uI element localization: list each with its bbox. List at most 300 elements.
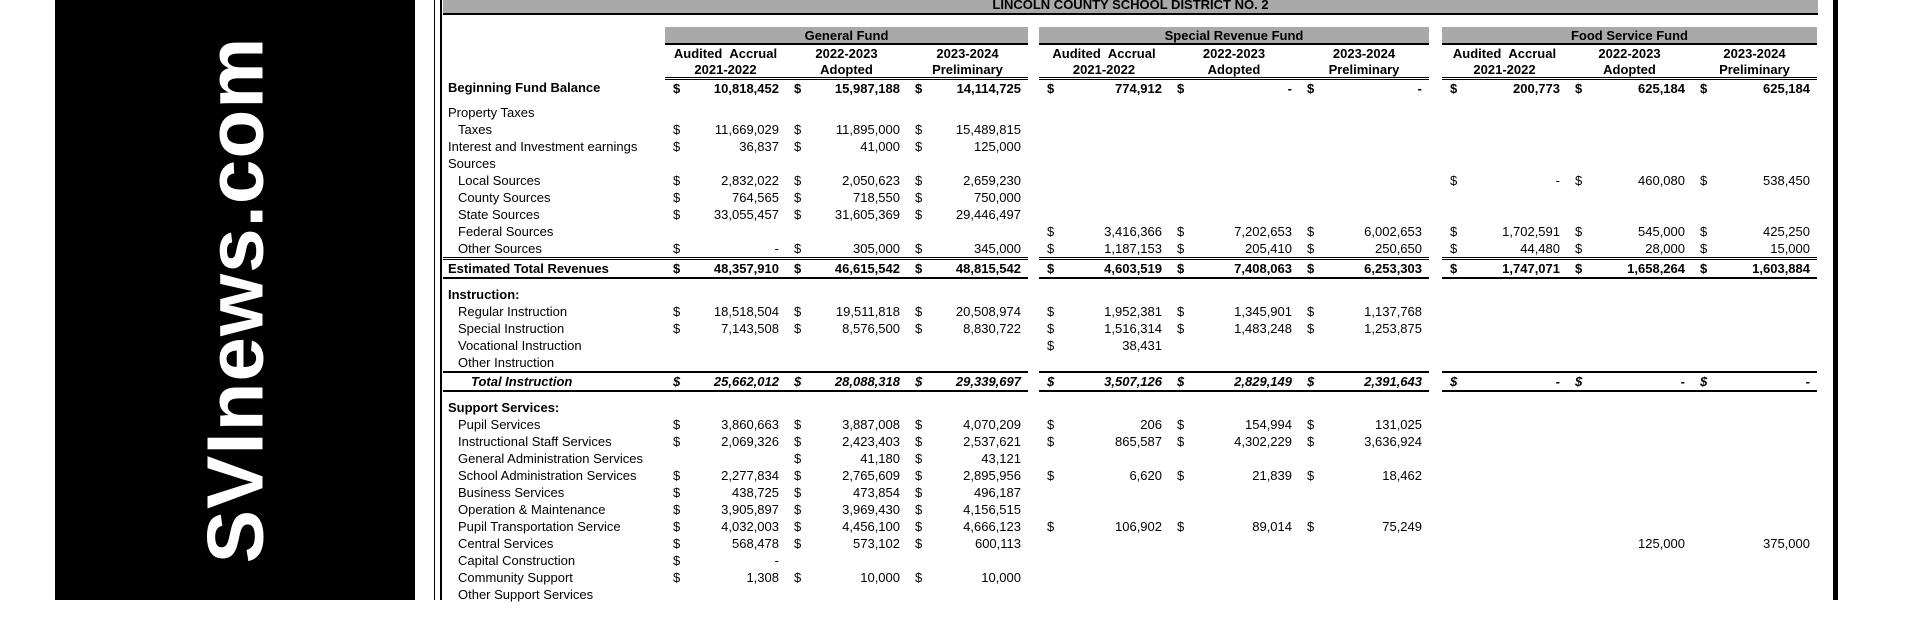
value-text: 131,025: [1375, 417, 1422, 432]
cell-value: [1567, 354, 1692, 372]
value-text: 1,702,591: [1502, 224, 1560, 239]
dollar-sign: $: [1450, 374, 1458, 389]
cell-value: [1169, 586, 1299, 603]
value-cell: [1169, 261, 1299, 276]
value-cell: [907, 139, 1028, 154]
cell-value: [1039, 569, 1169, 586]
column-header: 2021-2022: [1039, 61, 1169, 79]
value-cell: [907, 417, 1028, 432]
cell-value: [1039, 337, 1169, 354]
table-row: [443, 206, 1817, 223]
cell-value: [1692, 337, 1817, 354]
table-row: [443, 223, 1817, 240]
cell-label: Pupil Services: [458, 417, 541, 432]
cell-value: [1442, 303, 1567, 320]
column-gap: [1429, 259, 1442, 279]
column-gap: [1429, 155, 1442, 172]
cell-value: [1692, 320, 1817, 337]
cell-value: [1169, 155, 1299, 172]
table-row: [443, 320, 1817, 337]
value-cell: [1169, 304, 1299, 319]
cell-label: Other Support Services: [458, 587, 594, 602]
column-gap: [1028, 433, 1039, 450]
column-gap: [1429, 535, 1442, 552]
value-cell: [786, 374, 907, 389]
value-cell: [907, 536, 1028, 551]
document-title-bar: [443, 0, 1818, 15]
dollar-sign: $: [915, 502, 923, 517]
column-gap: [1429, 337, 1442, 354]
column-gap: [1429, 240, 1442, 259]
cell-value: [1692, 518, 1817, 535]
cell-value: [1567, 535, 1692, 552]
cell-value: [1299, 259, 1429, 279]
column-gap: [1028, 535, 1039, 552]
value-cell: [1442, 173, 1567, 188]
cell-value: [907, 535, 1028, 552]
cell-value: [1692, 121, 1817, 138]
column-header: Preliminary: [1299, 61, 1429, 79]
value-text: 6,002,653: [1364, 224, 1422, 239]
cell-value: [1039, 303, 1169, 320]
cell-value: [1692, 372, 1817, 391]
cell-value: [786, 484, 907, 501]
value-cell: [786, 81, 907, 96]
column-gap: [1429, 484, 1442, 501]
cell-value: [1692, 467, 1817, 484]
column-header-row: [443, 61, 1817, 79]
row-label-header: [443, 61, 665, 79]
cell-value: [1169, 104, 1299, 121]
value-text: 1,747,071: [1502, 261, 1560, 276]
value-cell: [665, 417, 786, 432]
column-gap: [1028, 372, 1039, 391]
dollar-sign: $: [1047, 321, 1055, 336]
value-cell: [907, 122, 1028, 137]
column-gap: [1028, 61, 1039, 79]
value-text: -: [774, 241, 779, 256]
value-cell: [1039, 261, 1169, 276]
table-row: [443, 535, 1817, 552]
dollar-sign: $: [673, 536, 681, 551]
cell-value: [1039, 416, 1169, 433]
table-row: [443, 172, 1817, 189]
column-header: 2023-2024: [1723, 45, 1786, 61]
cell-value: [786, 138, 907, 155]
column-gap: [1028, 240, 1039, 259]
cell-value: [1442, 240, 1567, 259]
value-cell: [1692, 173, 1817, 188]
cell-value: [1567, 450, 1692, 467]
value-text: 41,000: [860, 139, 900, 154]
cell-value: [1299, 303, 1429, 320]
cell-value: [1039, 286, 1169, 303]
value-cell: [786, 519, 907, 534]
table-row: [443, 259, 1817, 279]
value-text: 6,620: [1129, 468, 1162, 483]
dollar-sign: $: [794, 451, 802, 466]
table-row: [443, 518, 1817, 535]
cell-value: [1169, 535, 1299, 552]
value-text: -: [1555, 374, 1560, 389]
dollar-sign: $: [1307, 224, 1315, 239]
cell-value: [1299, 354, 1429, 372]
column-gap: [1429, 27, 1442, 44]
value-text: 3,416,366: [1104, 224, 1162, 239]
dollar-sign: $: [673, 81, 681, 96]
cell-value: [1169, 206, 1299, 223]
dollar-sign: $: [1047, 374, 1055, 389]
value-text: 25,662,012: [713, 374, 779, 389]
value-text: 75,249: [1382, 519, 1422, 534]
dollar-sign: $: [1177, 241, 1185, 256]
dollar-sign: $: [794, 190, 802, 205]
cell-value: [665, 399, 786, 416]
column-gap: [1028, 450, 1039, 467]
value-text: 29,446,497: [955, 207, 1021, 222]
cell-value: [1169, 450, 1299, 467]
cell-value: [1039, 223, 1169, 240]
column-gap: [1028, 501, 1039, 518]
value-cell: [1299, 321, 1429, 336]
value-text: 3,887,008: [842, 417, 900, 432]
cell-value: [786, 223, 907, 240]
cell-value: [665, 240, 786, 259]
value-text: 15,489,815: [955, 122, 1021, 137]
cell-value: [1169, 399, 1299, 416]
table-row: [443, 79, 1817, 98]
value-text: 250,650: [1375, 241, 1422, 256]
cell-value: [1442, 138, 1567, 155]
column-header: Preliminary: [907, 61, 1028, 79]
value-cell: [1299, 261, 1429, 276]
column-gap: [1028, 586, 1039, 603]
cell-value: [1299, 569, 1429, 586]
value-cell: [786, 241, 907, 256]
value-text: 438,725: [732, 485, 779, 500]
cell-label: School Administration Services: [458, 468, 637, 483]
value-text: -: [1555, 173, 1560, 188]
cell-value: [1039, 354, 1169, 372]
value-cell: [1299, 241, 1429, 256]
cell-value: [1567, 138, 1692, 155]
cell-value: [907, 372, 1028, 391]
dollar-sign: $: [1177, 519, 1185, 534]
cell-value: [907, 189, 1028, 206]
column-gap: [1429, 189, 1442, 206]
dollar-sign: $: [1575, 261, 1583, 276]
cell-label: Federal Sources: [458, 224, 554, 239]
value-cell: [665, 468, 786, 483]
cell-value: [1169, 372, 1299, 391]
cell-value: [1039, 501, 1169, 518]
dollar-sign: $: [794, 374, 802, 389]
dollar-sign: $: [1177, 374, 1185, 389]
value-cell: [665, 536, 786, 551]
cell-value: [1169, 354, 1299, 372]
dollar-sign: $: [1575, 81, 1583, 96]
cell-label: Instructional Staff Services: [458, 434, 612, 449]
column-gap: [1028, 223, 1039, 240]
value-text: 718,550: [853, 190, 900, 205]
cell-label: General Administration Services: [458, 451, 643, 466]
value-cell: [1567, 224, 1692, 239]
cell-value: [786, 206, 907, 223]
fund-header-row: [443, 27, 1817, 44]
cell-value: [907, 303, 1028, 320]
value-cell: [1039, 304, 1169, 319]
cell-label: Taxes: [458, 122, 492, 137]
cell-value: [1039, 518, 1169, 535]
cell-value: [1442, 354, 1567, 372]
dollar-sign: $: [1700, 224, 1708, 239]
value-text: 425,250: [1763, 224, 1810, 239]
dollar-sign: $: [1047, 434, 1055, 449]
column-gap: [1028, 44, 1039, 61]
value-text: 4,070,209: [963, 417, 1021, 432]
cell-value: [1692, 240, 1817, 259]
cell-value: [907, 155, 1028, 172]
dollar-sign: $: [1307, 304, 1315, 319]
value-text: 625,184: [1638, 81, 1685, 96]
cell-value: [907, 518, 1028, 535]
dollar-sign: $: [915, 468, 923, 483]
dollar-sign: $: [915, 190, 923, 205]
dollar-sign: $: [673, 485, 681, 500]
cell-label: Estimated Total Revenues: [443, 259, 665, 279]
cell-value: [1442, 433, 1567, 450]
dollar-sign: $: [794, 81, 802, 96]
value-text: 2,537,621: [963, 434, 1021, 449]
cell-value: [1567, 155, 1692, 172]
cell-value: [665, 138, 786, 155]
table-row: [443, 484, 1817, 501]
cell-value: [786, 104, 907, 121]
value-text: 7,408,063: [1234, 261, 1292, 276]
value-cell: [665, 122, 786, 137]
value-text: -: [1805, 374, 1810, 389]
value-cell: [907, 374, 1028, 389]
cell-value: [1299, 121, 1429, 138]
cell-value: [665, 79, 786, 98]
cell-value: [786, 569, 907, 586]
value-cell: [665, 321, 786, 336]
column-header: 2022-2023: [815, 45, 878, 61]
value-cell: [665, 502, 786, 517]
cell-value: [1039, 433, 1169, 450]
value-text: 29,339,697: [955, 374, 1021, 389]
dollar-sign: $: [1177, 304, 1185, 319]
value-text: 33,055,457: [713, 207, 779, 222]
cell-value: [1169, 189, 1299, 206]
column-gap: [1028, 518, 1039, 535]
column-header: 2022-2023: [1598, 45, 1661, 61]
value-cell: [907, 241, 1028, 256]
column-gap: [1028, 484, 1039, 501]
dollar-sign: $: [794, 173, 802, 188]
column-gap: [1429, 372, 1442, 391]
table-row: [443, 189, 1817, 206]
value-text: 4,032,003: [721, 519, 779, 534]
cell-value: [1039, 155, 1169, 172]
column-gap: [1028, 320, 1039, 337]
value-cell: [1567, 241, 1692, 256]
value-cell: [1039, 241, 1169, 256]
column-header: Audited Accrual: [1052, 45, 1156, 61]
column-gap: [1429, 61, 1442, 79]
dollar-sign: $: [1047, 417, 1055, 432]
table-row: [443, 155, 1817, 172]
dollar-sign: $: [1307, 261, 1315, 276]
cell-value: [1692, 286, 1817, 303]
value-text: 125,000: [1638, 536, 1685, 551]
cell-value: [1169, 433, 1299, 450]
cell-value: [786, 501, 907, 518]
value-cell: [786, 139, 907, 154]
cell-value: [1442, 104, 1567, 121]
cell-value: [1299, 501, 1429, 518]
value-cell: [665, 570, 786, 585]
value-cell: [665, 553, 786, 568]
value-text: 48,815,542: [955, 261, 1021, 276]
value-cell: [1442, 374, 1567, 389]
column-gap: [1028, 206, 1039, 223]
cell-value: [1299, 79, 1429, 98]
dollar-sign: $: [794, 122, 802, 137]
value-cell: [665, 241, 786, 256]
cell-value: [907, 586, 1028, 603]
column-gap: [1429, 552, 1442, 569]
cell-value: [1442, 206, 1567, 223]
cell-value: [907, 552, 1028, 569]
value-text: 8,830,722: [963, 321, 1021, 336]
dollar-sign: $: [1307, 468, 1315, 483]
column-header: Adopted: [786, 61, 907, 79]
column-gap: [1429, 467, 1442, 484]
value-text: 89,014: [1252, 519, 1292, 534]
value-text: -: [1287, 81, 1292, 96]
value-cell: [786, 451, 907, 466]
cell-value: [1039, 104, 1169, 121]
value-text: -: [774, 553, 779, 568]
cell-value: [1567, 372, 1692, 391]
cell-label: Vocational Instruction: [458, 338, 582, 353]
value-text: 28,000: [1645, 241, 1685, 256]
column-gap: [1028, 189, 1039, 206]
cell-label: Business Services: [458, 485, 565, 500]
dollar-sign: $: [1450, 81, 1458, 96]
value-cell: [1039, 519, 1169, 534]
cell-value: [1299, 399, 1429, 416]
value-text: 764,565: [732, 190, 779, 205]
cell-value: [1299, 104, 1429, 121]
cell-value: [1039, 320, 1169, 337]
value-text: 865,587: [1115, 434, 1162, 449]
table-row: [443, 286, 1817, 303]
value-text: 600,113: [974, 536, 1021, 551]
cell-value: [1567, 484, 1692, 501]
value-cell: [907, 451, 1028, 466]
dollar-sign: $: [915, 207, 923, 222]
table-row: [443, 240, 1817, 259]
cell-label: County Sources: [458, 190, 551, 205]
cell-value: [1442, 586, 1567, 603]
cell-value: [907, 354, 1028, 372]
value-text: -: [1417, 81, 1422, 96]
cell-value: [665, 484, 786, 501]
cell-value: [786, 354, 907, 372]
cell-value: [907, 501, 1028, 518]
column-gap: [1429, 223, 1442, 240]
column-gap: [1028, 354, 1039, 372]
value-cell: [1299, 519, 1429, 534]
dollar-sign: $: [915, 139, 923, 154]
cell-value: [665, 535, 786, 552]
value-text: 750,000: [974, 190, 1021, 205]
cell-value: [1692, 484, 1817, 501]
value-cell: [1039, 224, 1169, 239]
value-cell: [1692, 81, 1817, 96]
value-cell: [1169, 224, 1299, 239]
column-gap: [1429, 433, 1442, 450]
cell-value: [665, 337, 786, 354]
dollar-sign: $: [794, 485, 802, 500]
dollar-sign: $: [673, 304, 681, 319]
row-label-header: [443, 27, 665, 44]
column-gap: [1028, 569, 1039, 586]
value-cell: [786, 468, 907, 483]
cell-label: Beginning Fund Balance: [448, 80, 601, 96]
cell-value: [907, 172, 1028, 189]
value-cell: [1567, 374, 1692, 389]
column-header: Adopted: [1567, 61, 1692, 79]
value-text: 21,839: [1252, 468, 1292, 483]
budget-table: [443, 27, 1817, 603]
table-row: [443, 372, 1817, 391]
value-cell: [907, 190, 1028, 205]
dollar-sign: $: [915, 451, 923, 466]
cell-label: Regular Instruction: [458, 304, 568, 319]
value-cell: [907, 468, 1028, 483]
cell-value: [786, 79, 907, 98]
cell-value: [1169, 240, 1299, 259]
cell-label: Special Instruction: [458, 321, 565, 336]
value-text: 10,000: [981, 570, 1021, 585]
value-text: 14,114,725: [956, 81, 1021, 96]
cell-value: [1299, 286, 1429, 303]
cell-value: [1299, 552, 1429, 569]
cell-value: [786, 450, 907, 467]
cell-value: [1169, 501, 1299, 518]
column-header: Preliminary: [1692, 61, 1817, 79]
value-cell: [1039, 468, 1169, 483]
value-cell: [1567, 536, 1692, 551]
value-text: 4,603,519: [1104, 261, 1162, 276]
value-cell: [786, 570, 907, 585]
value-text: 2,659,230: [963, 173, 1021, 188]
dollar-sign: $: [673, 434, 681, 449]
column-gap: [1429, 450, 1442, 467]
cell-value: [786, 372, 907, 391]
cell-value: [1692, 138, 1817, 155]
cell-value: [1692, 172, 1817, 189]
value-text: 31,605,369: [834, 207, 900, 222]
cell-value: [1692, 223, 1817, 240]
cell-value: [1039, 484, 1169, 501]
value-text: 496,187: [974, 485, 1021, 500]
dollar-sign: $: [915, 81, 923, 96]
dollar-sign: $: [673, 553, 681, 568]
